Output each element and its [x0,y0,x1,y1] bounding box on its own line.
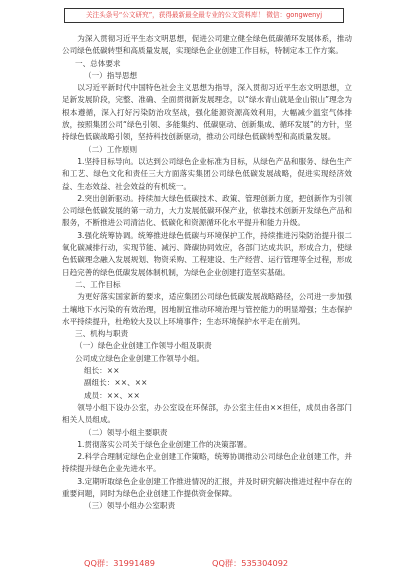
paragraph-principle-1: 1.坚持目标导向。以达到公司绿色企业标准为目标，从绿色产品和服务、绿色生产和工艺、绿色文化和责任三大方面落实集团公司绿色低碳发展战略，促进实现经济效益、生态效益、社会效益的有机统一。 [62,156,352,191]
section-heading-organization: 三、机构与职责 [75,329,129,339]
paragraph-duty-1: 1.贯彻落实公司关于绿色企业创建工作的决策部署。 [77,439,252,449]
member-leader: 组长：×× [84,366,120,376]
member-deputy: 副组长：××、×× [84,378,148,388]
paragraph-principle-2: 2.突出创新驱动。持续加大绿色低碳技术、政策、管理创新力度，把创新作为引领公司绿色低碳发展的第一动力，大力发展低碳环保产业，依靠技术创新开发绿色产品和服务，不断推进公司清洁化、低碳化和资源循环化水平提升和能力升级。 [62,193,352,228]
paragraph-guiding: 以习近平新时代中国特色社会主义思想为指导，深入贯彻习近平生态文明思想，立足新发展阶段，完整、准确、全面贯彻新发展理念，以“绿水青山就是金山银山”理念为根本遵循，深入打好污染防治攻坚战，强化能源资源高效利用，大幅减少温室气体排放，按照集团公司“绿色引领、多能集约、低碳驱动、创新集成、循环发展”的方针，坚持绿色低碳战略引领，坚持科技创新驱动，推动公司绿色低碳转型和高质量发展。 [62,83,352,142]
subsection-heading-duties: （二）领导小组主要职责 [84,427,168,437]
promo-banner: 关注头条号“公文研究”，获得最新最全最专业的公文资料库！ 微信：gongwenyj [64,8,344,23]
document-body [62,33,352,548]
subsection-heading-leadership: （一）绿色企业创建工作领导小组及职责 [75,341,212,351]
intro-paragraph: 为深入贯彻习近平生态文明思想，促进公司建立健全绿色低碳循环发展体系，推动公司绿色低碳转型和高质量发展，实现绿色企业创建工作目标，特制定本工作方案。 [62,34,352,56]
member-members: 成员：××、×× [84,390,140,400]
subsection-heading-guiding: （一）指导思想 [84,70,138,80]
footer-qq-group-1: QQ群：31991489 [84,558,155,568]
paragraph-principle-3: 3.强化统筹协调。统筹推进绿色低碳与环境保护工作，持续推进污染防治提升很二氧化碳减排行动，实现节能、减污、降碳协同效应，各部门达成共识，形成合力，使绿色低碳理念融入发展规划、物资采购、工程建设、生产经营、运行管理等全过程，形成日趋完善的绿色低碳发展体制机制，为绿色企业创建打造坚实基础。 [62,230,352,277]
footer-qq-group-2: QQ群：535304092 [212,558,289,568]
subsection-heading-office-duties: （三）领导小组办公室职责 [84,501,176,511]
section-heading-goals: 二、工作目标 [75,279,121,289]
paragraph-goals: 为更好落实国家新的要求，适应集团公司绿色低碳发展战略路径，公司进一步加强土壤地下水污染的有效治理，因地制宜推动环境治理与管控能力的明显增强；生态保护水平持续提升，杜绝较大及以上环境事件；生态环境保护水平走在前列。 [62,292,352,326]
paragraph-duty-3: 3.定期听取绿色企业创建工作推进情况的汇报，并及时研究解决推进过程中存在的重要问题，同时为绿色企业创建工作提供资金保障。 [62,476,352,498]
footer-contact [84,558,324,572]
section-heading-general: 一、总体要求 [75,58,121,68]
subsection-heading-principles: （二）工作原则 [84,144,138,154]
paragraph-office: 领导小组下设办公室，办公室设在环保部，办公室主任由××担任，成员由各部门相关人员组成。 [62,402,352,425]
paragraph-duty-2: 2.科学合理制定绿色企业创建工作策略，统筹协调推动公司绿色企业创建工作，并持续提升绿色企业先进水平。 [62,452,352,474]
paragraph-leadership: 公司成立绿色企业创建工作领导小组。 [75,353,205,363]
